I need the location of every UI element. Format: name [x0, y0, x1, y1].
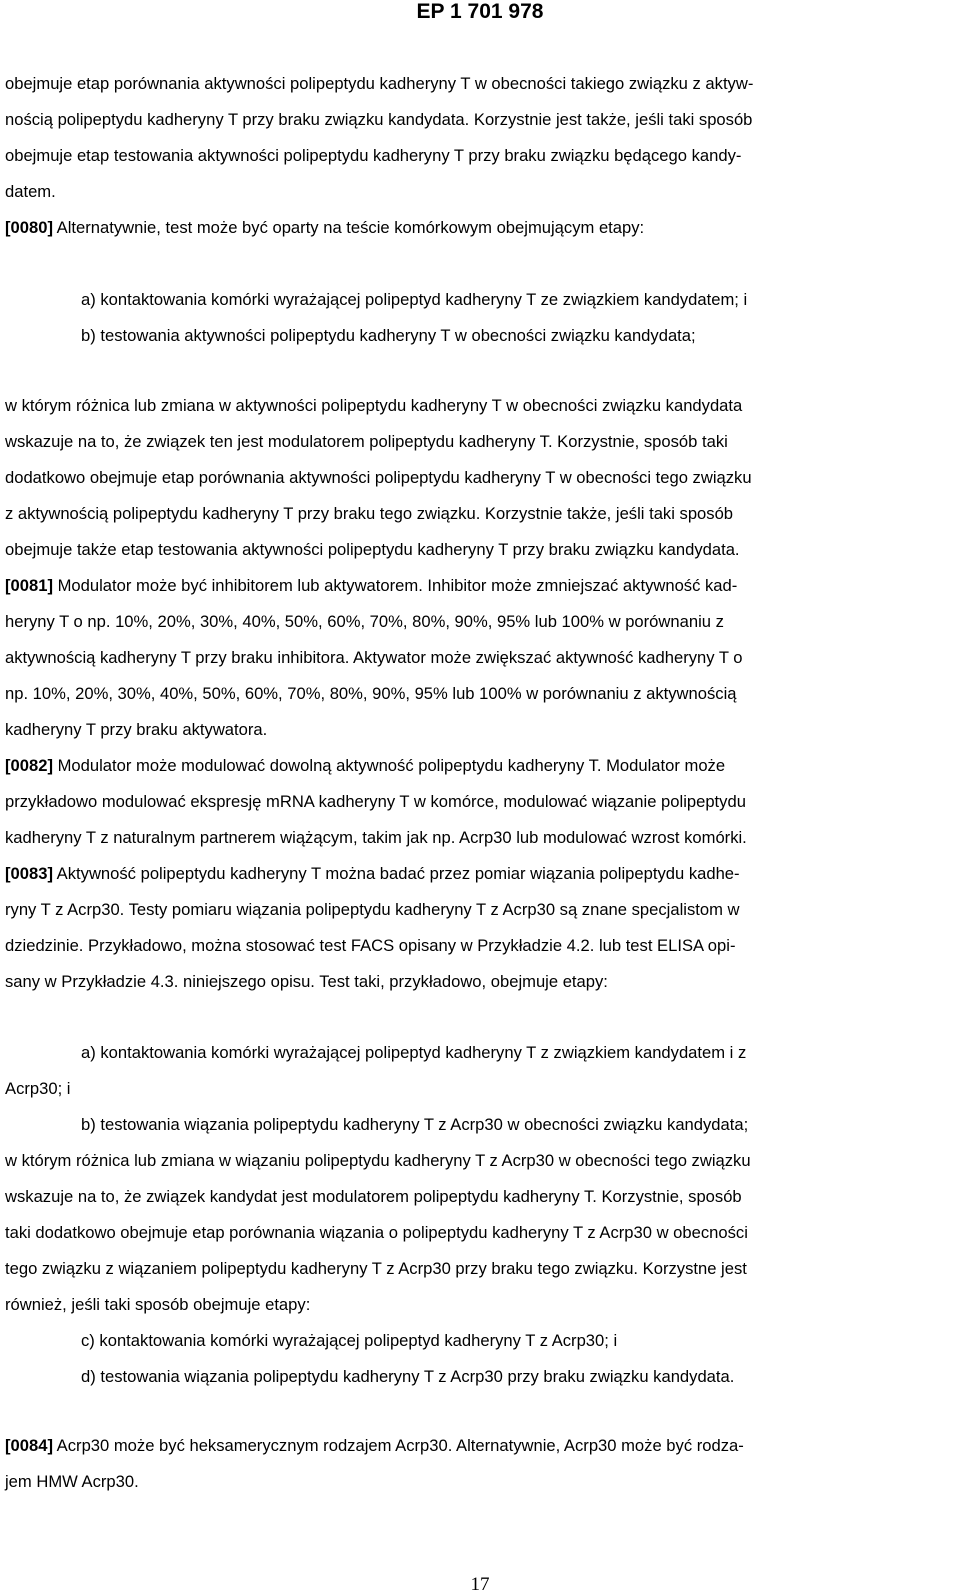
paragraph-number: [0081] — [5, 576, 53, 595]
text-line: kadheryny T z naturalnym partnerem wiążącym, takim jak np. Acrp30 lub modulować wzrost komórki. — [5, 828, 747, 847]
paragraph-0080 — [5, 210, 950, 246]
text-line: wskazuje na to, że związek ten jest modulatorem polipeptydu kadheryny T. Korzystnie, sposób taki — [5, 432, 728, 451]
text-line: aktywnością kadheryny T przy braku inhibitora. Aktywator może zwiększać aktywność kadheryny T o — [5, 648, 743, 667]
paragraph-number: [0083] — [5, 864, 53, 883]
paragraph-continuation — [5, 66, 950, 246]
text-line: Modulator może modulować dowolną aktywność polipeptydu kadheryny T. Modulator może — [57, 756, 726, 775]
text-line: jem HMW Acrp30. — [5, 1472, 139, 1491]
text-line: heryny T o np. 10%, 20%, 30%, 40%, 50%, 60%, 70%, 80%, 90%, 95% lub 100% w porównaniu z — [5, 612, 724, 631]
text-line: obejmuje etap porównania aktywności polipeptydu kadheryny T w obecności takiego związku z aktyw- — [5, 74, 754, 93]
step-list — [5, 282, 950, 354]
text-line: obejmuje etap testowania aktywności polipeptydu kadheryny T przy braku związku będącego kandy- — [5, 146, 742, 165]
text-line: np. 10%, 20%, 30%, 40%, 50%, 60%, 70%, 80%, 90%, 95% lub 100% w porównaniu z aktywnością — [5, 684, 737, 703]
paragraph-number: [0080] — [5, 218, 53, 237]
text-line: tego związku z wiązaniem polipeptydu kadheryny T z Acrp30 przy braku tego związku. Korzystne jest — [5, 1259, 747, 1278]
paragraph-0082 — [5, 748, 950, 784]
list-item: c) kontaktowania komórki wyrażającej polipeptyd kadheryny T z Acrp30; i — [81, 1331, 618, 1350]
text-line: w którym różnica lub zmiana w wiązaniu polipeptydu kadheryny T z Acrp30 w obecności tego związku — [5, 1151, 751, 1170]
paragraph-0084-first — [5, 1428, 950, 1464]
paragraph-0081 — [5, 568, 950, 604]
text-line: dodatkowo obejmuje etap porównania aktywności polipeptydu kadheryny T w obecności tego związku — [5, 468, 752, 487]
text-line: wskazuje na to, że związek kandydat jest modulatorem polipeptydu kadheryny T. Korzystnie, sposób — [5, 1187, 742, 1206]
list-item-continuation: Acrp30; i — [5, 1079, 71, 1098]
list-item: b) testowania aktywności polipeptydu kadheryny T w obecności związku kandydata; — [81, 326, 696, 345]
patent-number: EP 1 701 978 — [416, 0, 544, 23]
text-line: sany w Przykładzie 4.3. niniejszego opisu. Test taki, przykładowo, obejmuje etapy: — [5, 972, 608, 991]
paragraph-number: [0082] — [5, 756, 53, 775]
list-item: a) kontaktowania komórki wyrażającej polipeptyd kadheryny T ze związkiem kandydatem; i — [81, 290, 748, 309]
list-item: a) kontaktowania komórki wyrażającej polipeptyd kadheryny T z związkiem kandydatem i z — [81, 1043, 747, 1062]
assay-steps — [5, 1035, 950, 1395]
text-line: Acrp30 może być heksamerycznym rodzajem Acrp30. Alternatywnie, Acrp30 może być rodza- — [56, 1436, 744, 1455]
text-line: Aktywność polipeptydu kadheryny T można badać przez pomiar wiązania polipeptydu kadhe- — [56, 864, 740, 883]
main-text — [5, 388, 950, 1000]
text-line: ryny T z Acrp30. Testy pomiaru wiązania polipeptydu kadheryny T z Acrp30 są znane specjalistom w — [5, 900, 740, 919]
text-line: nością polipeptydu kadheryny T przy braku związku kandydata. Korzystnie jest także, jeśli taki sposób — [5, 110, 753, 129]
list-item: b) testowania wiązania polipeptydu kadheryny T z Acrp30 w obecności związku kandydata; — [81, 1115, 749, 1134]
paragraph-0084 — [5, 1428, 950, 1500]
text-line: Modulator może być inhibitorem lub aktywatorem. Inhibitor może zmniejszać aktywność kad- — [57, 576, 738, 595]
text-line: obejmuje także etap testowania aktywności polipeptydu kadheryny T przy braku związku kandydata. — [5, 540, 740, 559]
text-line: dziedzinie. Przykładowo, można stosować test FACS opisany w Przykładzie 4.2. lub test ELISA opi- — [5, 936, 736, 955]
text-line: również, jeśli taki sposób obejmuje etapy: — [5, 1295, 311, 1314]
text-line: przykładowo modulować ekspresję mRNA kadheryny T w komórce, modulować wiązanie polipeptydu — [5, 792, 746, 811]
text-line: Alternatywnie, test może być oparty na teście komórkowym obejmującym etapy: — [56, 218, 645, 237]
text-line: z aktywnością polipeptydu kadheryny T przy braku tego związku. Korzystnie także, jeśli taki sposób — [5, 504, 734, 523]
text-line: w którym różnica lub zmiana w aktywności polipeptydu kadheryny T w obecności związku kandydata — [5, 396, 743, 415]
paragraph-number: [0084] — [5, 1436, 53, 1455]
text-line: kadheryny T przy braku aktywatora. — [5, 720, 268, 739]
page-number: 17 — [470, 1574, 490, 1595]
text-line: datem. — [5, 182, 56, 201]
paragraph-0083 — [5, 856, 950, 892]
list-item: d) testowania wiązania polipeptydu kadheryny T z Acrp30 przy braku związku kandydata. — [81, 1367, 735, 1386]
text-line: taki dodatkowo obejmuje etap porównania wiązania o polipeptydu kadheryny T z Acrp30 w obecności — [5, 1223, 748, 1242]
